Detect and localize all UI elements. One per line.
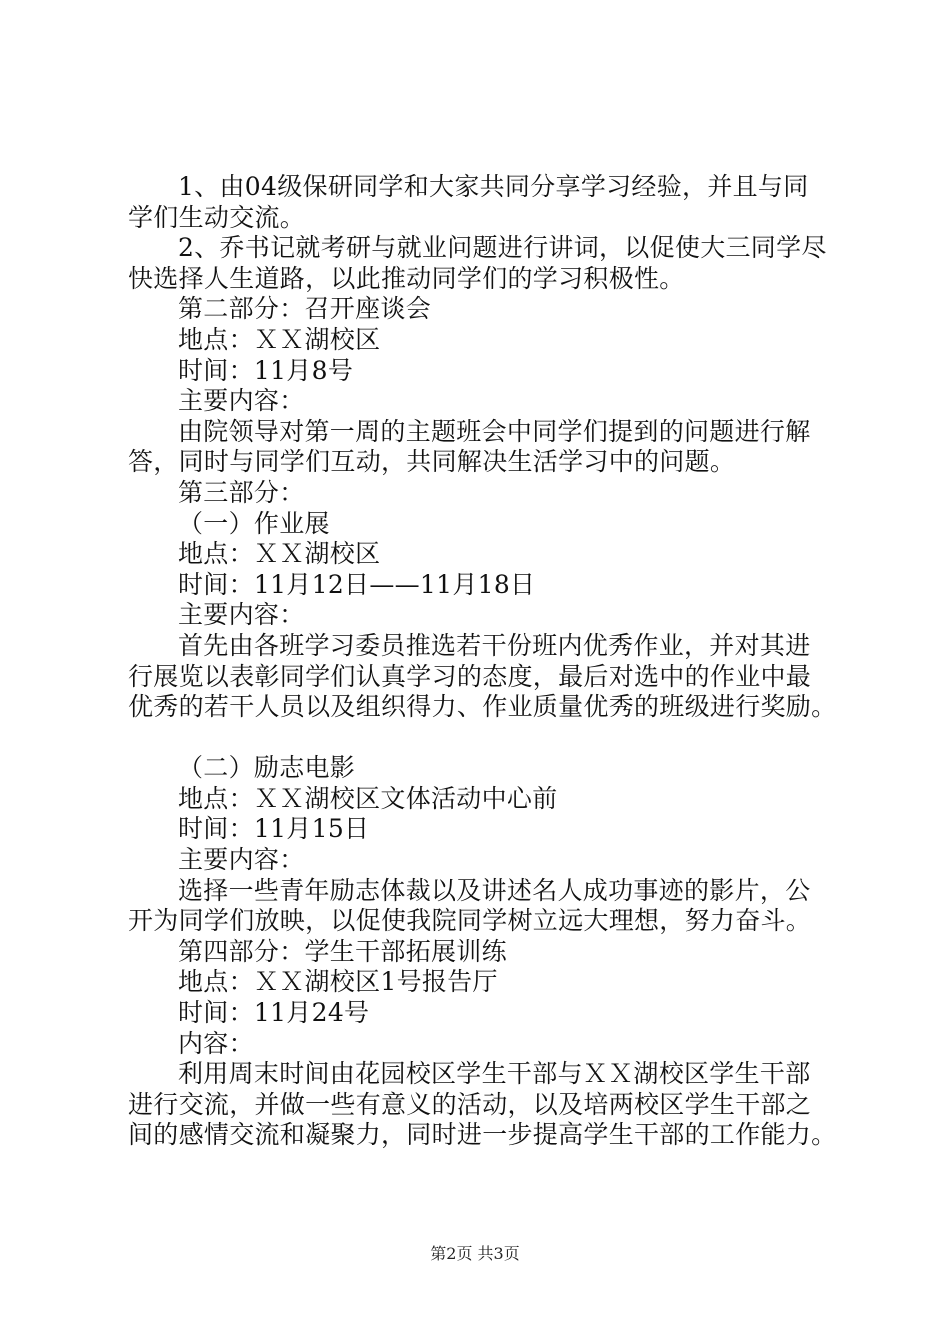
paragraph-line: 间的感情交流和凝聚力，同时进一步提高学生干部的工作能力。 [128, 1120, 837, 1150]
time-line: 时间：11月8号 [178, 355, 354, 385]
blank-line [128, 723, 840, 754]
section-heading: 第四部分：学生干部拓展训练 [178, 936, 507, 966]
paragraph-line: 学们生动交流。 [128, 202, 306, 232]
location-line: 地点：ＸＸ湖校区文体活动中心前 [178, 783, 558, 813]
time-line: 时间：11月12日——11月18日 [178, 569, 536, 599]
location-line: 地点：ＸＸ湖校区 [178, 324, 381, 354]
paragraph-line: 2、乔书记就考研与就业问题进行讲词，以促使大三同学尽 [178, 233, 827, 263]
paragraph-line: 快选择人生道路，以此推动同学们的学习积极性。 [128, 263, 685, 293]
document-body [128, 172, 840, 1151]
paragraph-line: 利用周末时间由花园校区学生干部与ＸＸ湖校区学生干部 [178, 1059, 811, 1089]
paragraph-line: 答，同时与同学们互动，共同解决生活学习中的问题。 [128, 447, 736, 477]
location-line: 地点：ＸＸ湖校区1号报告厅 [178, 967, 498, 997]
content-label: 主要内容： [178, 845, 305, 875]
subsection-heading: （一）作业展 [178, 508, 330, 538]
location-line: 地点：ＸＸ湖校区 [178, 539, 381, 569]
section-heading: 第三部分： [178, 477, 305, 507]
content-label: 主要内容： [178, 386, 305, 416]
time-line: 时间：11月15日 [178, 814, 370, 844]
paragraph-line: 1、由04级保研同学和大家共同分享学习经验，并且与同 [178, 172, 809, 201]
subsection-heading: （二）励志电影 [178, 753, 356, 783]
page-number-footer: 第2页 共3页 [430, 1244, 520, 1263]
section-heading: 第二部分：召开座谈会 [178, 294, 432, 324]
paragraph-line: 由院领导对第一周的主题班会中同学们提到的问题进行解 [178, 416, 811, 446]
paragraph-line: 开为同学们放映，以促使我院同学树立远大理想，努力奋斗。 [128, 906, 812, 936]
paragraph-line: 首先由各班学习委员推选若干份班内优秀作业，并对其进 [178, 630, 811, 660]
paragraph-line: 进行交流，并做一些有意义的活动，以及培两校区学生干部之 [128, 1089, 812, 1119]
content-label: 内容： [178, 1028, 254, 1058]
paragraph-line: 行展览以表彰同学们认真学习的态度，最后对选中的作业中最 [128, 661, 812, 691]
paragraph-line: 优秀的若干人员以及组织得力、作业质量优秀的班级进行奖励。 [128, 692, 837, 722]
time-line: 时间：11月24号 [178, 998, 370, 1028]
content-label: 主要内容： [178, 600, 305, 630]
paragraph-line: 选择一些青年励志体裁以及讲述名人成功事迹的影片，公 [178, 875, 811, 905]
